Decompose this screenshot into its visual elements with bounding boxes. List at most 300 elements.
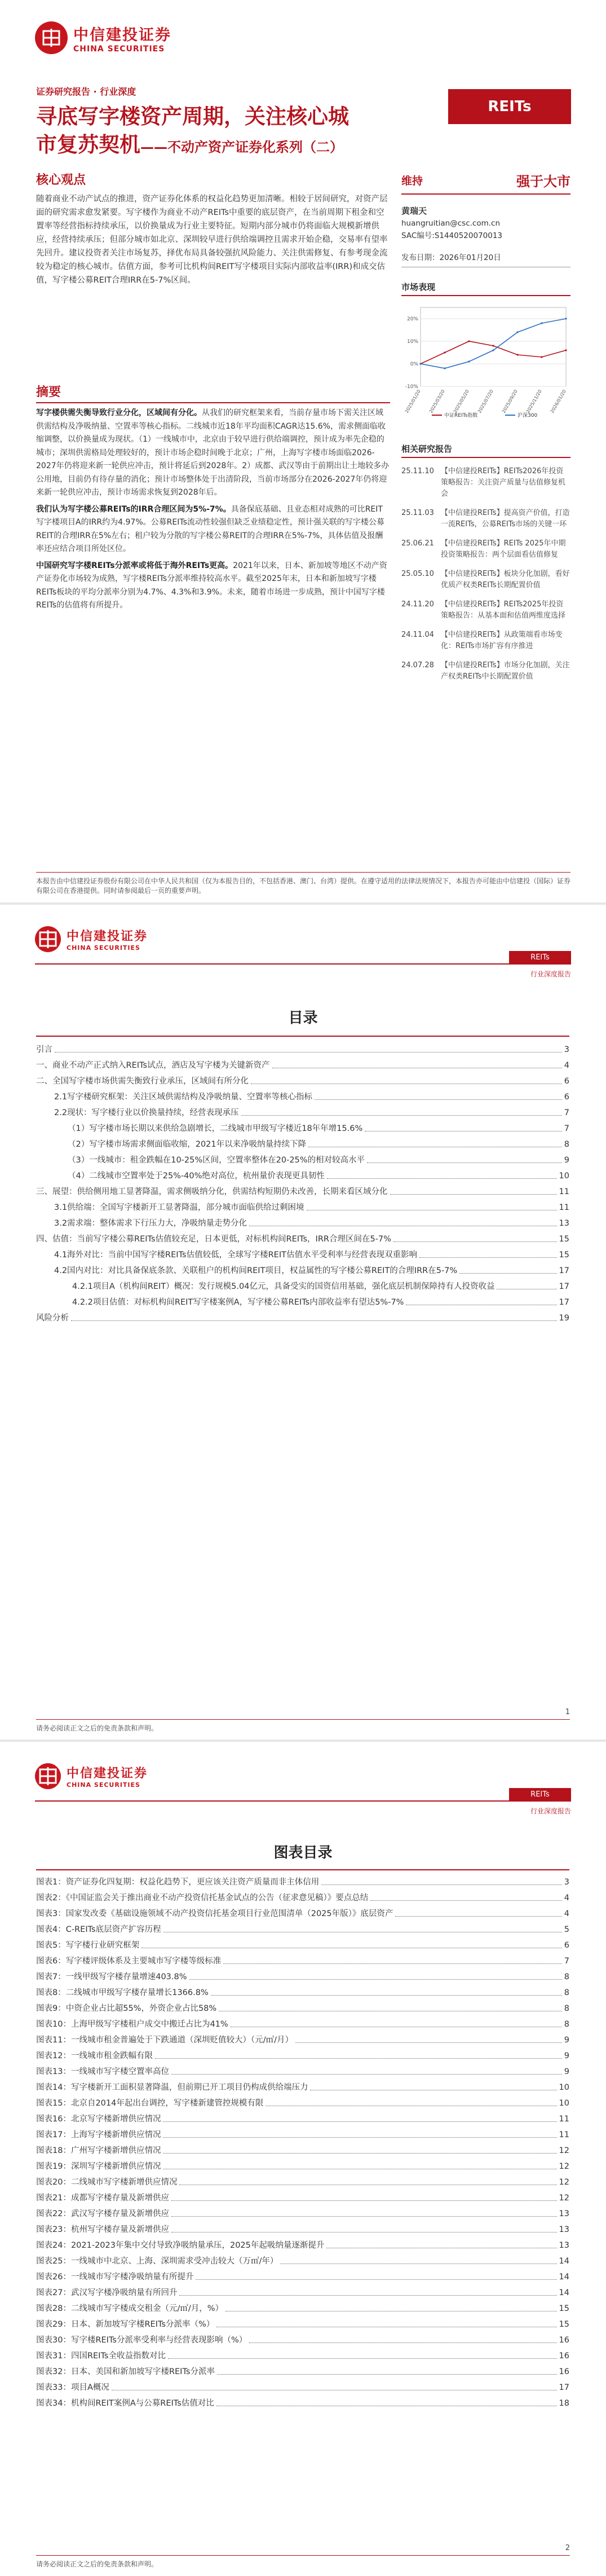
toc-entry-page: 8 [564, 2004, 569, 2013]
toc-entry[interactable] [36, 1201, 569, 1214]
toc-entry-page: 13 [559, 1219, 569, 1228]
toc-entry-page: 5 [564, 1925, 569, 1934]
analyst-sac: SAC编号:S1440520070013 [401, 231, 503, 240]
toc-entry-page: 18 [559, 2399, 569, 2408]
series-point [468, 340, 470, 342]
related-report-item[interactable] [401, 599, 570, 622]
toc-entry[interactable] [36, 2381, 569, 2394]
x-tick-label: 2025/03/20 [428, 389, 446, 414]
toc-entry[interactable] [36, 1265, 569, 1277]
toc-entry-text: 图表18：广州写字楼新增供应情况 [36, 2146, 161, 2155]
toc-entry-page: 17 [559, 1298, 569, 1307]
abstract-lead-3: 中国研究写字楼REITs分派率或将低于海外REITs更高。 [36, 561, 233, 570]
toc-leader-dots [171, 2216, 557, 2217]
toc-entry-text: 图表20：二线城市写字楼新增供应情况 [36, 2178, 178, 2187]
toc-entry[interactable] [36, 2397, 569, 2410]
toc-leader-dots [189, 1979, 562, 1980]
toc-entry-page: 7 [564, 1957, 569, 1966]
toc-entry-page: 6 [564, 1093, 569, 1102]
toc-entry[interactable] [36, 1249, 569, 1261]
core-views-heading: 核心观点 [36, 173, 86, 187]
toc-entry[interactable] [36, 2271, 569, 2283]
rating-value: 强于大市 [516, 174, 570, 190]
related-report-date: 25.11.03 [401, 509, 434, 517]
toc-entry-text: 图表34：机构间REIT案例A与公募REITs估值对比 [36, 2399, 214, 2408]
related-report-date: 25.05.10 [401, 570, 434, 578]
toc-entry-text: 图表10：上海甲级写字楼租户成交中搬迁占比为41% [36, 2020, 228, 2029]
toc-entry-page: 15 [559, 1250, 569, 1260]
toc-entry-page: 4 [564, 1061, 569, 1070]
toc-leader-dots [393, 1241, 557, 1242]
toc-entry-page: 11 [559, 1203, 569, 1212]
toc-entry[interactable] [36, 2334, 569, 2346]
toc-entry-page: 14 [559, 2273, 569, 2282]
toc-entry-text: 图表26：一线城市写字楼净吸纳量有所提升 [36, 2273, 194, 2282]
core-views-text: 随着商业不动产试点的推进，资产证券化体系的权益化趋势更加清晰。相较于居间研究，对资产层面的研究需求愈发紧要。写字楼作为商业不动产REITs中重要的底层资产，在当前周期下租金和空置率等经营指标持续承压，以价换量成为行业主要特征。短期内部分城市仍将面临大规模新增供应，经营持续承压；但部分城市如北京、深圳较早进行供给端调控且需求开始企稳，交易率有望率先回升。建议投资者关注市场复苏，择优布局具备较强抗风险能力、关注供需修复、有参考现金流较为稳定的核心城市。估值方面，参考可比机构间REIT写字楼项目实际内部收益率(IRR)和成交估值，写字楼公募REIT合理IRR在5-7%区间。 [36, 195, 388, 285]
toc-entry-page: 15 [559, 2304, 569, 2313]
x-tick-label: 2025/09/20 [501, 389, 519, 414]
toc-entry-page: 16 [559, 2367, 569, 2376]
toc-entry-page: 11 [559, 2130, 569, 2139]
toc-entry-text: 4.2国内对比：对比具备保底条款、关联租户的机构间REIT项目，权益属性的写字楼公募REIT的合理IRR在5-7% [54, 1266, 458, 1275]
toc-leader-dots [390, 1194, 557, 1195]
toc-entry[interactable] [36, 1971, 569, 1983]
related-report-item[interactable] [401, 629, 570, 652]
toc-entry-text: 图表2：《中国证监会关于推出商业不动产投资信托基金试点的公告（征求意见稿）》要点总结 [36, 1894, 369, 1903]
series-point [565, 349, 567, 351]
toc-leader-dots [367, 1162, 562, 1163]
toc-entry-page: 8 [564, 1972, 569, 1981]
y-tick-label: 10% [406, 339, 418, 345]
toc-entry-page: 11 [559, 1187, 569, 1196]
header-rule [35, 1800, 571, 1802]
toc-entry-text: 图表13：一线城市写字楼空置率高位 [36, 2067, 169, 2076]
abstract-body-2: 具备保底基础、且业态相对成熟的可比REIT写字楼项目A的IRR约为4.97%。公募REITs流动性较强但缺乏业绩稳定性，预计强关联的写字楼公募REIT的合理IRR在5%左右；租户较为分散的写字楼公募REIT的合理IRR在5%-7%，具体估值及报酬率还应结合项目所处区位。 [36, 504, 384, 553]
toc-entry-text: 风险分析 [36, 1314, 69, 1323]
publish-date: 发布日期：2026年01月20日 [401, 251, 570, 267]
toc-entry-page: 15 [559, 1235, 569, 1244]
toc-entry[interactable] [36, 2160, 569, 2173]
toc-entry-page: 6 [564, 1077, 569, 1086]
abstract-lead-2: 我们认为写字楼公募REITs的IRR合理区间为5%-7%。 [36, 504, 231, 514]
toc-entry[interactable] [36, 2192, 569, 2204]
series-point [492, 349, 494, 351]
toc-entry-text: 图表12：一线城市租金跌幅有限 [36, 2051, 153, 2060]
toc-entry-page: 15 [559, 2320, 569, 2329]
toc-entry[interactable] [36, 1154, 569, 1166]
series-point [444, 367, 445, 369]
toc-entry-text: （1）写字楼市场长期以来供给急剧增长，二线城市甲级写字楼近18年年增15.6% [68, 1124, 363, 1133]
abstract-divider [36, 402, 390, 403]
header-subtitle: 行业深度报告 [530, 1807, 571, 1815]
analyst-name: 黄瑞天 [401, 206, 427, 216]
toc-leader-dots [249, 2342, 556, 2343]
toc-entry-text: 图表6：写字楼评级体系及主要城市写字楼等级标准 [36, 1957, 222, 1966]
toc-entry-page: 16 [559, 2336, 569, 2345]
toc-entry[interactable] [36, 1043, 569, 1056]
series-point [516, 331, 518, 333]
related-report-date: 25.11.10 [401, 467, 434, 475]
toc-entry-text: 2.2现状：写字楼行业以价换量持续，经营表现承压 [54, 1108, 239, 1117]
toc-entry-page: 13 [559, 2241, 569, 2250]
abstract-body-1: 从我们的研究框架来看，当前存量市场下需关注区域供需结构及净吸纳量、空置率等核心指标。二线城市近18年平均面积CAGR达15.6%，需求侧面临收缩调整，以价换量成为现状。（1）一线城市中，北京由于较早进行供给端调控，预计成为率先企稳的城市；深圳供需格局处理较好的，预计市场企稳时间晚于北京；广州，上海写字楼市场面临2026-2027年仍将迎来新一轮供应冲击，预计将延后到2028年。2）成都、武汉等由于前期出让土地较多办公用地，目前仍有待存量的消化；预计市场整体处于出清阶段，当前市场部分在2026-2027年仍将迎来新一轮供应冲击，预计市场需求恢复到2028年后。 [36, 408, 390, 497]
legend-label: 沪深300 [517, 413, 538, 419]
toc-entry[interactable] [36, 2318, 569, 2331]
toc-entry[interactable] [36, 1138, 569, 1151]
header-brand-cn: 中信建投证券 [67, 1766, 148, 1781]
toc-entry[interactable] [36, 1955, 569, 1967]
toc-entry-text: 图表33：项目A概况 [36, 2383, 109, 2392]
related-report-item[interactable] [401, 660, 570, 682]
toc-leader-dots [395, 1916, 561, 1917]
toc-entry-text: 图表31：四国REITs全收益指数对比 [36, 2352, 166, 2361]
toc-entry[interactable] [36, 2081, 569, 2094]
x-tick-label: 2026/01/20 [549, 389, 567, 414]
analyst-info [401, 205, 570, 242]
toc-entry-page: 12 [559, 2194, 569, 2203]
figure-toc-title: 图表目录 [273, 1844, 333, 1861]
toc-entry-text: 图表4：C-REITs底层资产扩容历程 [36, 1925, 161, 1934]
toc-entry-page: 4 [564, 1894, 569, 1903]
cover-page [0, 0, 606, 902]
series-point [468, 360, 470, 362]
toc-entry[interactable] [36, 1075, 569, 1087]
toc-entry-page: 9 [564, 2051, 569, 2060]
toc-entry-text: 图表7：一线甲级写字楼存量增速403.8% [36, 1972, 187, 1981]
toc-entry[interactable] [36, 2129, 569, 2141]
toc-leader-dots [196, 2279, 556, 2280]
core-views-section [36, 170, 390, 287]
toc-entry-page: 10 [559, 1172, 569, 1181]
toc-entry-text: 图表9：中资企业占比超55%，外资企业占比58% [36, 2004, 217, 2013]
toc-entry[interactable] [36, 1892, 569, 1904]
toc-entry[interactable] [36, 2287, 569, 2299]
related-report-title: 【中信建投REITs】市场分化加剧，关注产权类REITs中长期配置价值 [441, 661, 570, 681]
related-report-title: 【中信建投REITs】从政策端看市场变化：REITs市场扩容有序推进 [441, 631, 563, 650]
toc-entry-text: 图表14：写字楼新开工面积显著降温，但前期已开工项目仍构成供给端压力 [36, 2083, 308, 2092]
toc-entry-page: 9 [564, 2036, 569, 2045]
abstract-paragraph-2 [36, 503, 390, 556]
toc-entry[interactable] [36, 1217, 569, 1230]
series-point [516, 354, 518, 355]
report-category: 证券研究报告 · 行业深度 [36, 86, 136, 97]
toc-entry-text: （3）一线城市：租金跌幅在10-25%区间，空置率整体在20-25%的相对较高水平 [68, 1156, 365, 1165]
market-chart-svg [401, 302, 570, 420]
series-line-1 [421, 341, 566, 364]
related-report-item[interactable] [401, 466, 570, 500]
toc-leader-dots [295, 2042, 562, 2043]
toc-entry[interactable] [36, 2034, 569, 2046]
page-footer: 请务必阅读正文之后的免责条款和声明。 [36, 1719, 570, 1733]
toc-entry-text: 一、商业不动产正式纳入REITs试点，酒店及写字楼为关键新资产 [36, 1061, 270, 1070]
brand-name-cn: 中信建投证券 [73, 26, 171, 44]
toc-leader-dots [370, 1900, 562, 1901]
toc-leader-dots [241, 1115, 562, 1116]
header-brand-en: CHINA SECURITIES [67, 944, 140, 952]
related-report-title: 【中信建投REITs】REITs2026年投资策略报告：关注资产质量与估值修复机会 [441, 467, 566, 498]
toc-entry-page: 8 [564, 1140, 569, 1149]
toc-entry-text: 图表24：2021-2023年集中交付导致净吸纳量承压，2025年起吸纳量逐渐提升 [36, 2241, 325, 2250]
toc-entry[interactable] [36, 1059, 569, 1072]
toc-entry-page: 10 [559, 2083, 569, 2092]
toc-entry[interactable] [36, 1122, 569, 1135]
toc-entry[interactable] [36, 2018, 569, 2031]
toc-entry-page: 13 [559, 2225, 569, 2234]
toc-entry-page: 17 [559, 1266, 569, 1275]
toc-entry-page: 9 [564, 2067, 569, 2076]
analyst-email[interactable]: huangruitian@csc.com.cn [401, 219, 501, 228]
related-report-date: 24.07.28 [401, 661, 434, 670]
toc-entry-page: 12 [559, 2146, 569, 2155]
toc-entry-text: 图表5：写字楼行业研究框架 [36, 1941, 140, 1950]
x-tick-label: 2025/05/20 [452, 389, 470, 414]
toc-entry-text: 引言 [36, 1045, 52, 1054]
toc-entry-text: 图表23：杭州写字楼存量及新增供应 [36, 2225, 169, 2234]
related-reports-heading: 相关研究报告 [401, 443, 570, 458]
toc-entry[interactable] [36, 1923, 569, 1936]
toc-leader-dots [315, 1099, 562, 1100]
market-performance-chart [401, 302, 570, 420]
title-line-1: 寻底写字楼资产周期，关注核心城 [36, 104, 349, 129]
toc-entry-text: 4.2.1项目A（机构间REIT）概况：发行规模5.04亿元，具备受实的国资信用基础，强化底层机制保障持有人投资收益 [72, 1282, 495, 1291]
series-line-2 [421, 319, 566, 368]
header-logo-icon [35, 926, 61, 952]
header-tab: REITs [509, 951, 571, 963]
header-brand-cn: 中信建投证券 [67, 929, 148, 944]
header-logo-icon [35, 1763, 61, 1789]
related-report-title: 【中信建投REITs】REITs 2025年中期投资策略报告：两个层面看估值修复 [441, 539, 566, 559]
toc-entry[interactable] [36, 2097, 569, 2110]
toc-entry[interactable] [36, 1296, 569, 1309]
toc-title: 目录 [288, 1010, 318, 1027]
toc-entry[interactable] [36, 2302, 569, 2315]
toc-page [0, 905, 606, 1740]
toc-entry-text: 图表25：一线城市中北京、上海、深圳需求受冲击较大（万㎡/年） [36, 2257, 278, 2266]
toc-entry-page: 13 [559, 2209, 569, 2218]
abstract-lead-1: 写字楼供需失衡导致行业分化，区域间有分化。 [36, 408, 202, 417]
related-report-item[interactable] [401, 508, 570, 530]
toc-entry[interactable] [36, 1939, 569, 1952]
market-performance-heading: 市场表现 [401, 281, 570, 296]
toc-entry[interactable] [36, 1908, 569, 1920]
toc-entry-text: 图表8：二线城市甲级写字楼存量增长1366.8% [36, 1988, 209, 1997]
toc-entry[interactable] [36, 1280, 569, 1293]
toc-entry-text: 图表1：资产证券化四复期：权益化趋势下，更应该关注资产质量而非主体信用 [36, 1878, 320, 1887]
toc-entry-page: 8 [564, 1988, 569, 1997]
brand-logo-icon [35, 21, 68, 54]
toc-entry-text: 图表19：深圳写字楼新增供应情况 [36, 2162, 161, 2171]
series-point [541, 322, 542, 324]
report-title [36, 103, 397, 161]
abstract-heading: 摘要 [36, 385, 61, 399]
toc-leader-dots [321, 1884, 562, 1885]
toc-leader-dots [459, 1273, 556, 1274]
toc-entry-page: 14 [559, 2257, 569, 2266]
toc-entry[interactable] [36, 2239, 569, 2252]
toc-entry[interactable] [36, 2050, 569, 2062]
toc-entry[interactable] [36, 1312, 569, 1324]
y-tick-label: 20% [406, 316, 418, 322]
header-logo [35, 1763, 148, 1789]
toc-leader-dots [163, 2137, 556, 2138]
toc-entry[interactable] [36, 2223, 569, 2236]
abstract-paragraph-1 [36, 407, 390, 500]
toc-entry-page: 3 [564, 1045, 569, 1054]
toc-leader-dots [217, 2374, 557, 2375]
toc-entry[interactable] [36, 2208, 569, 2220]
toc-entry-text: 图表30：写字楼REITs分派率受利率与经营表现影响（%） [36, 2336, 247, 2345]
header-brand-en: CHINA SECURITIES [67, 1781, 140, 1789]
toc-entry[interactable] [36, 1186, 569, 1198]
toc-entry-page: 17 [559, 1282, 569, 1291]
sidebar-panel [401, 170, 570, 682]
toc-entry[interactable] [36, 2255, 569, 2267]
toc-entry-page: 14 [559, 2288, 569, 2297]
toc-leader-dots [419, 1257, 557, 1258]
series-point [419, 363, 421, 364]
related-report-item[interactable] [401, 569, 570, 591]
toc-entry-text: 4.1海外对比：当前中国写字楼REITs估值较低，全球写字楼REIT估值水平受利率与经营表现双重影响 [54, 1250, 417, 1260]
toc-entry-text: 图表16：北京写字楼新增供应情况 [36, 2115, 161, 2124]
related-report-date: 25.06.21 [401, 539, 434, 548]
toc-entry-page: 10 [559, 2099, 569, 2108]
toc-entry[interactable] [36, 1233, 569, 1245]
related-report-title: 【中信建投REITs】REITs2025年投资策略报告：从基本面和估值两维度选择 [441, 600, 566, 620]
header-tab: REITs [509, 1788, 571, 1800]
toc-entry[interactable] [36, 2113, 569, 2125]
series-point [565, 318, 567, 319]
page-number: 2 [565, 2544, 570, 2552]
toc-entry-page: 12 [559, 2178, 569, 2187]
toc-entry-text: 图表15：北京自2014年起出台调控，写字楼新建管控规模有限 [36, 2099, 264, 2108]
page-footer: 请务必阅读正文之后的免责条款和声明。 [36, 2555, 570, 2569]
toc-leader-dots [179, 2295, 556, 2296]
toc-entry-page: 7 [564, 1124, 569, 1133]
toc-entry-page: 17 [559, 2383, 569, 2392]
toc-leader-dots [211, 1995, 562, 1996]
rating-label: 维持 [401, 175, 423, 187]
rating-row [401, 170, 570, 195]
toc-entry[interactable] [36, 2176, 569, 2189]
toc-entry-page: 16 [559, 2352, 569, 2361]
series-point [541, 356, 542, 358]
series-point [444, 351, 445, 353]
header-logo [35, 926, 148, 952]
toc-entry-text: （4）二线城市空置率处于25%-40%绝对高位，杭州量价表现更具韧性 [68, 1172, 325, 1181]
toc-leader-dots [155, 2058, 562, 2059]
legend-label: 中证REITs指数 [444, 413, 478, 419]
toc-leader-dots [171, 2074, 562, 2075]
toc-leader-dots [168, 2358, 557, 2359]
x-tick-label: 2025/07/20 [476, 389, 494, 414]
toc-entry[interactable] [36, 2002, 569, 2015]
figure-toc-page [0, 1742, 606, 2576]
toc-entry-text: 2.1写字楼研究框架：关注区域供需结构及净吸纳量、空置率等核心指标 [54, 1093, 313, 1102]
chart-plot-frame [421, 307, 566, 386]
toc-leader-dots [163, 2153, 556, 2154]
related-report-title: 【中信建投REITs】提高资产价值，打造一流REITs，公募REITs市场的关键一环 [441, 509, 570, 529]
abstract-section [36, 382, 390, 613]
toc-leader-dots [171, 2200, 557, 2201]
toc-entry-text: 3.2需求端：整体需求下行压力大，净吸纳量走势分化 [54, 1219, 247, 1228]
related-report-date: 24.11.04 [401, 631, 434, 639]
title-subtitle: ——不动产资产证券化系列（二） [140, 139, 343, 155]
toc-entry-text: 四、估值：当前写字楼公募REITs估值较充足，日本更低，对标机构间REITs，IRR合理区间在5-7% [36, 1235, 391, 1244]
toc-leader-dots [71, 1320, 557, 1321]
toc-entry-text: 图表3：国家发改委《基础设施领域不动产投资信托基金项目行业范围清单（2025年版）》底层资产 [36, 1909, 393, 1918]
reits-tag: REITs [448, 89, 571, 124]
toc-entry[interactable] [36, 2145, 569, 2157]
toc-leader-dots [223, 1963, 562, 1964]
toc-leader-dots [55, 1052, 562, 1053]
toc-entry-text: 3.1供给端：全国写字楼新开工显著降温，部分城市面临供给过剩困境 [54, 1203, 304, 1212]
series-point [492, 345, 494, 346]
toc-entry-page: 12 [559, 2162, 569, 2171]
page-number: 1 [565, 1708, 570, 1716]
related-reports-list [401, 466, 570, 682]
abstract-body-3: 2021年以来，日本、新加坡等地区不动产资产证券化市场较为成熟，写字楼REITs分派率维持较高水平。截至2025年末，日本和新加坡写字楼REITs板块的平均分派率分别为4.7%、4.3%和3.9%。未来，随着市场进一步成熟，预计中国写字楼REITs的估值将有所提升。 [36, 561, 387, 610]
toc-entry-page: 7 [564, 1108, 569, 1117]
toc-entry-text: 图表21：成都写字楼存量及新增供应 [36, 2194, 169, 2203]
related-report-title: 【中信建投REITs】板块分化加剧，看好优质产权类REITs长期配置价值 [441, 570, 570, 589]
toc-entry-text: 图表29：日本、新加坡写字楼REITs分派率（%） [36, 2320, 215, 2329]
header-subtitle: 行业深度报告 [530, 970, 571, 978]
cover-footer: 本报告由中信建投证券股份有限公司在中华人民共和国（仅为本报告目的，不包括香港、澳门、台湾）提供。在遵守适用的法律法规情况下，本报告亦可能由中信建投（国际）证券有限公司在香港提供。同时请参阅最后一页的重要声明。 [36, 872, 570, 895]
toc-entry-text: 三、展望：供给侧用地工显著降温，需求侧吸纳分化，供需结构短期仍未改善，长期来看区域分化 [36, 1187, 388, 1196]
related-report-date: 24.11.20 [401, 600, 434, 609]
toc-entry-text: 图表11：一线城市租金普遍处于下跌通道（深圳贬值较大）（元/㎡/月） [36, 2036, 293, 2045]
related-report-item[interactable] [401, 538, 570, 561]
toc-entry-page: 9 [564, 1156, 569, 1165]
toc-entry[interactable] [36, 2350, 569, 2362]
toc-entry-text: 图表27：武汉写字楼净吸纳量有所回升 [36, 2288, 178, 2297]
toc-entry-text: 二、全国写字楼市场供需失衡致行业承压，区域间有所分化 [36, 1077, 249, 1086]
title-line-2: 市复苏契机 [36, 133, 140, 157]
x-tick-label: 2025/11/20 [525, 389, 543, 414]
toc-entry[interactable] [36, 1987, 569, 1999]
toc-list [36, 1036, 569, 1324]
toc-entry-page: 4 [564, 1909, 569, 1918]
toc-entry-page: 11 [559, 2115, 569, 2124]
toc-entry-text: 图表28：二线城市写字楼成交租金（元/㎡/月，%） [36, 2304, 223, 2313]
toc-entry[interactable] [36, 1170, 569, 1182]
abstract-paragraph-3 [36, 560, 390, 613]
toc-entry[interactable] [36, 2066, 569, 2078]
figure-toc-list [36, 1869, 569, 2410]
x-tick-label: 2025/01/20 [404, 389, 422, 414]
toc-entry-page: 3 [564, 1878, 569, 1887]
brand-name-en: CHINA SECURITIES [73, 44, 165, 54]
toc-entry-text: 图表17：上海写字楼新增供应情况 [36, 2130, 161, 2139]
toc-entry-text: 图表32：日本、美国和新加坡写字楼REITs分派率 [36, 2367, 215, 2376]
toc-entry[interactable] [36, 1876, 569, 1888]
toc-entry[interactable] [36, 2366, 569, 2378]
toc-entry-page: 19 [559, 1314, 569, 1323]
toc-entry[interactable] [36, 1091, 569, 1103]
toc-entry-page: 6 [564, 1941, 569, 1950]
toc-leader-dots [163, 2121, 556, 2122]
header-rule [35, 963, 571, 965]
y-tick-label: 0% [410, 362, 418, 367]
toc-entry-text: （2）写字楼市场需求侧面临收缩，2021年以来净吸纳量持续下降 [68, 1140, 307, 1149]
brand-logo [35, 21, 171, 54]
toc-entry-text: 图表22：武汉写字楼存量及新增供应 [36, 2209, 169, 2218]
toc-leader-dots [327, 1178, 557, 1179]
toc-entry[interactable] [36, 1107, 569, 1119]
y-tick-label: -10% [405, 384, 418, 390]
toc-entry-page: 8 [564, 2020, 569, 2029]
toc-entry-text: 4.2.2项目估值：对标机构间REIT写字楼案例A，写字楼公募REITs内部收益率有望达5%-7% [72, 1298, 404, 1307]
